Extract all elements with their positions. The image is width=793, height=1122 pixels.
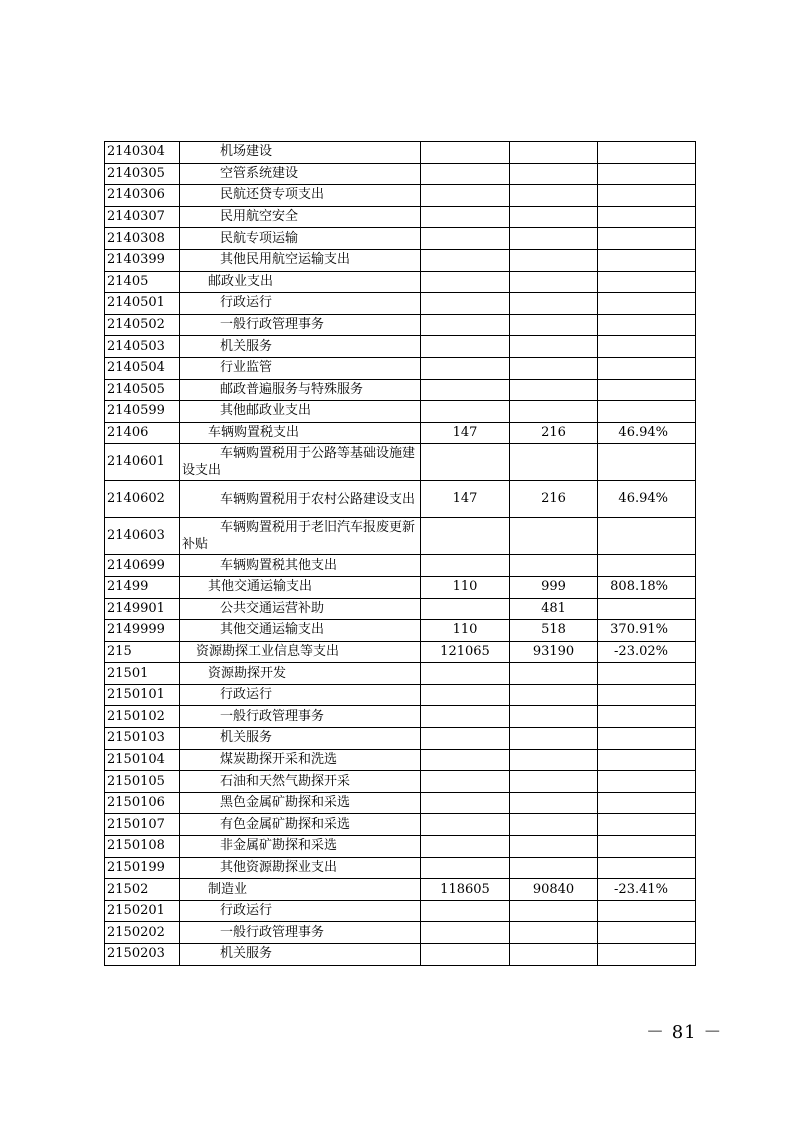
- growth-rate-cell: [598, 444, 696, 481]
- account-name-cell: 行业监管: [180, 357, 421, 379]
- account-name-cell: 一般行政管理事务: [180, 314, 421, 336]
- growth-rate-cell: [598, 336, 696, 358]
- table-row: [105, 357, 696, 379]
- account-name-cell: 车辆购置税用于老旧汽车报废更新补贴: [180, 518, 421, 555]
- table-row: [105, 314, 696, 336]
- growth-rate-cell: [598, 357, 696, 379]
- current-value-cell: [510, 944, 598, 966]
- account-code-cell: 21406: [105, 422, 180, 444]
- current-value-cell: [510, 249, 598, 271]
- current-value-cell: [510, 271, 598, 293]
- account-name-cell: 公共交通运营补助: [180, 598, 421, 620]
- account-name-cell: 民用航空安全: [180, 206, 421, 228]
- prior-year-value-cell: [421, 836, 510, 858]
- current-value-cell: [510, 401, 598, 423]
- growth-rate-cell: [598, 857, 696, 879]
- current-value-cell: [510, 228, 598, 250]
- current-value-cell: [510, 663, 598, 685]
- current-value-cell: 216: [510, 481, 598, 518]
- account-name-cell: 其他民用航空运输支出: [180, 249, 421, 271]
- growth-rate-cell: [598, 555, 696, 577]
- account-name-cell: 其他资源勘探业支出: [180, 857, 421, 879]
- current-value-cell: 481: [510, 598, 598, 620]
- table-row: [105, 706, 696, 728]
- table-row: [105, 641, 696, 663]
- account-name-cell: 一般行政管理事务: [180, 922, 421, 944]
- account-name-cell: 车辆购置税支出: [180, 422, 421, 444]
- account-name-cell: 机关服务: [180, 728, 421, 750]
- growth-rate-cell: [598, 228, 696, 250]
- table-row: [105, 944, 696, 966]
- table-row: [105, 422, 696, 444]
- prior-year-value-cell: [421, 598, 510, 620]
- prior-year-value-cell: [421, 684, 510, 706]
- current-value-cell: [510, 792, 598, 814]
- current-value-cell: [510, 314, 598, 336]
- account-name-cell: 行政运行: [180, 900, 421, 922]
- table-row: [105, 555, 696, 577]
- prior-year-value-cell: [421, 814, 510, 836]
- account-code-cell: 2140599: [105, 401, 180, 423]
- current-value-cell: [510, 771, 598, 793]
- account-name-cell: 其他交通运输支出: [180, 576, 421, 598]
- current-value-cell: [510, 357, 598, 379]
- table-row: [105, 857, 696, 879]
- prior-year-value-cell: [421, 249, 510, 271]
- prior-year-value-cell: [421, 293, 510, 315]
- table-row: [105, 620, 696, 642]
- budget-table: [104, 141, 696, 966]
- prior-year-value-cell: [421, 444, 510, 481]
- account-code-cell: 2140699: [105, 555, 180, 577]
- account-name-cell: 车辆购置税用于公路等基础设施建设支出: [180, 444, 421, 481]
- prior-year-value-cell: [421, 857, 510, 879]
- prior-year-value-cell: [421, 944, 510, 966]
- account-code-cell: 2140308: [105, 228, 180, 250]
- growth-rate-cell: 808.18%: [598, 576, 696, 598]
- table-row: [105, 663, 696, 685]
- account-code-cell: 2150201: [105, 900, 180, 922]
- account-code-cell: 2140307: [105, 206, 180, 228]
- current-value-cell: [510, 749, 598, 771]
- table-row: [105, 401, 696, 423]
- account-code-cell: 2150101: [105, 684, 180, 706]
- prior-year-value-cell: [421, 185, 510, 207]
- table-row: [105, 576, 696, 598]
- account-code-cell: 2140602: [105, 481, 180, 518]
- account-code-cell: 2140304: [105, 142, 180, 164]
- growth-rate-cell: [598, 293, 696, 315]
- table-row: [105, 185, 696, 207]
- table-row: [105, 379, 696, 401]
- prior-year-value-cell: [421, 922, 510, 944]
- current-value-cell: [510, 163, 598, 185]
- account-name-cell: 有色金属矿勘探和采选: [180, 814, 421, 836]
- prior-year-value-cell: [421, 771, 510, 793]
- budget-table-body: [105, 142, 696, 966]
- prior-year-value-cell: [421, 728, 510, 750]
- account-code-cell: 2140501: [105, 293, 180, 315]
- account-code-cell: 2140305: [105, 163, 180, 185]
- account-name-cell: 民航还贷专项支出: [180, 185, 421, 207]
- account-name-cell: 其他邮政业支出: [180, 401, 421, 423]
- account-code-cell: 21499: [105, 576, 180, 598]
- prior-year-value-cell: [421, 749, 510, 771]
- prior-year-value-cell: [421, 401, 510, 423]
- growth-rate-cell: [598, 271, 696, 293]
- account-code-cell: 2140601: [105, 444, 180, 481]
- growth-rate-cell: [598, 379, 696, 401]
- account-name-cell: 非金属矿勘探和采选: [180, 836, 421, 858]
- growth-rate-cell: [598, 684, 696, 706]
- account-code-cell: 2150203: [105, 944, 180, 966]
- prior-year-value-cell: 147: [421, 481, 510, 518]
- prior-year-value-cell: 121065: [421, 641, 510, 663]
- growth-rate-cell: [598, 728, 696, 750]
- growth-rate-cell: [598, 163, 696, 185]
- current-value-cell: [510, 379, 598, 401]
- current-value-cell: 216: [510, 422, 598, 444]
- account-name-cell: 煤炭勘探开采和洗选: [180, 749, 421, 771]
- current-value-cell: [510, 684, 598, 706]
- growth-rate-cell: -23.02%: [598, 641, 696, 663]
- account-name-cell: 石油和天然气勘探开采: [180, 771, 421, 793]
- growth-rate-cell: 46.94%: [598, 481, 696, 518]
- current-value-cell: [510, 206, 598, 228]
- current-value-cell: [510, 444, 598, 481]
- account-code-cell: 2150199: [105, 857, 180, 879]
- prior-year-value-cell: [421, 206, 510, 228]
- prior-year-value-cell: 118605: [421, 879, 510, 901]
- table-row: [105, 293, 696, 315]
- account-code-cell: 2150108: [105, 836, 180, 858]
- prior-year-value-cell: [421, 163, 510, 185]
- table-row: [105, 814, 696, 836]
- account-code-cell: 2140505: [105, 379, 180, 401]
- account-code-cell: 2150103: [105, 728, 180, 750]
- growth-rate-cell: [598, 518, 696, 555]
- current-value-cell: 93190: [510, 641, 598, 663]
- table-row: [105, 271, 696, 293]
- prior-year-value-cell: [421, 314, 510, 336]
- table-row: [105, 336, 696, 358]
- prior-year-value-cell: 147: [421, 422, 510, 444]
- account-name-cell: 行政运行: [180, 684, 421, 706]
- prior-year-value-cell: [421, 555, 510, 577]
- account-name-cell: 邮政业支出: [180, 271, 421, 293]
- growth-rate-cell: [598, 836, 696, 858]
- account-name-cell: 车辆购置税其他支出: [180, 555, 421, 577]
- table-row: [105, 444, 696, 481]
- growth-rate-cell: [598, 900, 696, 922]
- account-code-cell: 2140399: [105, 249, 180, 271]
- account-code-cell: 2140502: [105, 314, 180, 336]
- account-name-cell: 机关服务: [180, 944, 421, 966]
- prior-year-value-cell: [421, 271, 510, 293]
- table-row: [105, 922, 696, 944]
- account-name-cell: 邮政普遍服务与特殊服务: [180, 379, 421, 401]
- prior-year-value-cell: [421, 792, 510, 814]
- account-name-cell: 机关服务: [180, 336, 421, 358]
- account-name-cell: 民航专项运输: [180, 228, 421, 250]
- table-row: [105, 163, 696, 185]
- current-value-cell: [510, 555, 598, 577]
- growth-rate-cell: [598, 792, 696, 814]
- growth-rate-cell: [598, 598, 696, 620]
- current-value-cell: [510, 706, 598, 728]
- table-row: [105, 771, 696, 793]
- growth-rate-cell: [598, 944, 696, 966]
- prior-year-value-cell: [421, 357, 510, 379]
- table-row: [105, 879, 696, 901]
- current-value-cell: [510, 857, 598, 879]
- account-code-cell: 2150106: [105, 792, 180, 814]
- table-row: [105, 836, 696, 858]
- growth-rate-cell: [598, 749, 696, 771]
- prior-year-value-cell: [421, 336, 510, 358]
- account-code-cell: 2150202: [105, 922, 180, 944]
- prior-year-value-cell: [421, 706, 510, 728]
- current-value-cell: [510, 814, 598, 836]
- current-value-cell: [510, 293, 598, 315]
- prior-year-value-cell: [421, 379, 510, 401]
- current-value-cell: [510, 185, 598, 207]
- table-row: [105, 684, 696, 706]
- account-code-cell: 2140603: [105, 518, 180, 555]
- account-code-cell: 2149999: [105, 620, 180, 642]
- table-row: [105, 598, 696, 620]
- account-code-cell: 2140504: [105, 357, 180, 379]
- growth-rate-cell: [598, 814, 696, 836]
- account-code-cell: 21502: [105, 879, 180, 901]
- prior-year-value-cell: 110: [421, 576, 510, 598]
- prior-year-value-cell: [421, 518, 510, 555]
- growth-rate-cell: [598, 663, 696, 685]
- table-row: [105, 518, 696, 555]
- growth-rate-cell: [598, 185, 696, 207]
- current-value-cell: [510, 728, 598, 750]
- account-name-cell: 黑色金属矿勘探和采选: [180, 792, 421, 814]
- account-name-cell: 资源勘探开发: [180, 663, 421, 685]
- account-name-cell: 其他交通运输支出: [180, 620, 421, 642]
- table-row: [105, 749, 696, 771]
- current-value-cell: [510, 336, 598, 358]
- account-code-cell: 215: [105, 641, 180, 663]
- current-value-cell: [510, 518, 598, 555]
- table-row: [105, 206, 696, 228]
- prior-year-value-cell: [421, 228, 510, 250]
- table-row: [105, 228, 696, 250]
- growth-rate-cell: [598, 142, 696, 164]
- table-row: [105, 900, 696, 922]
- prior-year-value-cell: 110: [421, 620, 510, 642]
- table-row: [105, 481, 696, 518]
- account-code-cell: 2150104: [105, 749, 180, 771]
- growth-rate-cell: 370.91%: [598, 620, 696, 642]
- prior-year-value-cell: [421, 663, 510, 685]
- growth-rate-cell: [598, 706, 696, 728]
- account-name-cell: 车辆购置税用于农村公路建设支出: [180, 481, 421, 518]
- prior-year-value-cell: [421, 142, 510, 164]
- page-number: － 81 －: [646, 1022, 723, 1043]
- account-code-cell: 21405: [105, 271, 180, 293]
- account-code-cell: 2150107: [105, 814, 180, 836]
- account-name-cell: 一般行政管理事务: [180, 706, 421, 728]
- growth-rate-cell: 46.94%: [598, 422, 696, 444]
- growth-rate-cell: [598, 249, 696, 271]
- current-value-cell: [510, 836, 598, 858]
- current-value-cell: 90840: [510, 879, 598, 901]
- growth-rate-cell: [598, 314, 696, 336]
- current-value-cell: 518: [510, 620, 598, 642]
- growth-rate-cell: [598, 401, 696, 423]
- prior-year-value-cell: [421, 900, 510, 922]
- account-name-cell: 机场建设: [180, 142, 421, 164]
- current-value-cell: [510, 922, 598, 944]
- account-name-cell: 空管系统建设: [180, 163, 421, 185]
- table-row: [105, 728, 696, 750]
- table-row: [105, 142, 696, 164]
- account-code-cell: 21501: [105, 663, 180, 685]
- account-code-cell: 2150102: [105, 706, 180, 728]
- current-value-cell: [510, 900, 598, 922]
- table-row: [105, 792, 696, 814]
- account-name-cell: 行政运行: [180, 293, 421, 315]
- account-code-cell: 2149901: [105, 598, 180, 620]
- growth-rate-cell: [598, 771, 696, 793]
- growth-rate-cell: [598, 922, 696, 944]
- account-code-cell: 2140503: [105, 336, 180, 358]
- growth-rate-cell: [598, 206, 696, 228]
- current-value-cell: [510, 142, 598, 164]
- current-value-cell: 999: [510, 576, 598, 598]
- account-name-cell: 制造业: [180, 879, 421, 901]
- account-code-cell: 2140306: [105, 185, 180, 207]
- account-code-cell: 2150105: [105, 771, 180, 793]
- growth-rate-cell: -23.41%: [598, 879, 696, 901]
- account-name-cell: 资源勘探工业信息等支出: [180, 641, 421, 663]
- table-row: [105, 249, 696, 271]
